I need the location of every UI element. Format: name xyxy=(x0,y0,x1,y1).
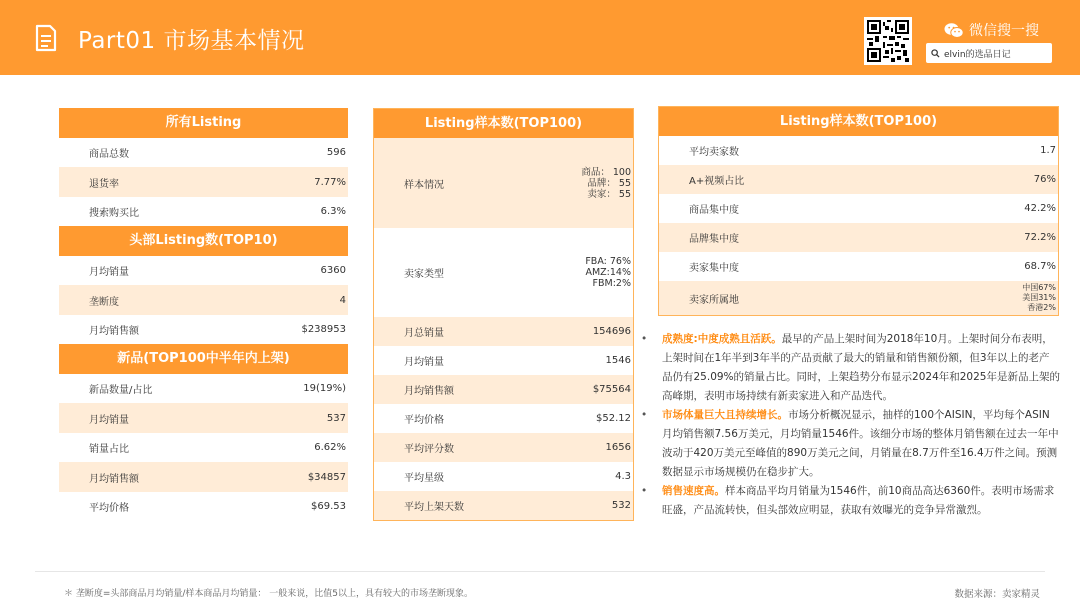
row-value: 6.62% xyxy=(314,442,346,453)
bullet-item xyxy=(640,406,1060,482)
bullet-dot-icon: • xyxy=(641,409,648,421)
row-value: $238953 xyxy=(301,324,346,335)
section-title-all-listing: 所有Listing xyxy=(59,108,348,138)
header-bar xyxy=(0,0,1080,75)
row-value: $34857 xyxy=(307,471,346,483)
location-line: 中国67% xyxy=(1022,283,1056,292)
bullet-text: 市场分析概况显示，抽样的100个AISIN，平均每个ASIN月均销售额7.56万美元，月均销量1546件。该细分市场的整体月销售额在过去一年中波动于420万美元至峰值的890万美元之间，月销量在8.7万件至16.4万件之间。预测数据显示市场规模仍在稳步扩大。 xyxy=(662,409,1059,478)
sample-listing-panel xyxy=(373,108,634,521)
sample-line: 品牌： 55 xyxy=(587,177,631,189)
bullet-highlight: 成熟度:中度成熟且活跃。 xyxy=(662,333,782,345)
table-row xyxy=(374,317,633,346)
row-label: 销量占比 xyxy=(89,444,129,455)
bullet-text: 最早的产品上架时间为2018年10月。上架时间分布表明，上架时间在1年半到3年半的产品贡献了最大的销量和销售额份额，但3年以上的老产品仍有25.09%的销量占比。同时，上架趋势分布显示2024年和2025年是新品上架的高峰期，表明市场持续有新卖家进入和产品迭代。 xyxy=(662,333,1060,402)
wechat-icon xyxy=(944,22,964,39)
row-value: 4 xyxy=(339,294,346,306)
bullet-dot-icon: • xyxy=(641,333,648,345)
search-icon xyxy=(931,49,940,58)
row-label: 垄断度 xyxy=(89,296,119,308)
row-value: 1656 xyxy=(605,442,631,453)
document-icon xyxy=(34,24,58,52)
table-row xyxy=(59,433,348,462)
row-value: 42.2% xyxy=(1024,203,1056,214)
sample-line: 卖家： 55 xyxy=(587,188,631,200)
row-value: 532 xyxy=(611,500,631,511)
section-title-top10: 头部Listing数(TOP10) xyxy=(59,226,348,256)
wechat-search-text: 微信搜一搜 xyxy=(969,23,1039,39)
row-label: 平均上架天数 xyxy=(404,502,464,513)
analysis-bullets xyxy=(640,330,1060,520)
table-row xyxy=(59,374,348,403)
table-row xyxy=(374,346,633,375)
row-label: 月均销售额 xyxy=(89,473,139,485)
row-value: $75564 xyxy=(592,384,631,395)
section-title-sample-2: Listing样本数(TOP100) xyxy=(659,107,1058,136)
row-label: 商品总数 xyxy=(89,149,129,160)
row-label: 新品数量/占比 xyxy=(89,385,153,396)
footer-divider xyxy=(35,571,1045,572)
sample-values xyxy=(581,167,631,200)
wechat-search-label xyxy=(944,20,1039,40)
section-title-sample: Listing样本数(TOP100) xyxy=(374,109,633,138)
table-row xyxy=(374,375,633,404)
bullet-text: 样本商品平均月销量为1546件，前10商品高达6360件。表明市场需求旺盛，产品流转快，但头部效应明显，获取有效曝光的竞争异常激烈。 xyxy=(662,485,1055,516)
row-value: 4.3 xyxy=(615,471,631,482)
table-row xyxy=(59,197,348,226)
seller-type-line: AMZ:14% xyxy=(585,267,631,278)
table-row xyxy=(374,491,633,520)
table-row xyxy=(374,433,633,462)
row-label: 月均销售额 xyxy=(404,386,454,397)
table-row xyxy=(374,462,633,491)
page-title: Part01 市场基本情况 xyxy=(78,28,305,54)
row-label: 平均卖家数 xyxy=(689,147,739,158)
location-line: 美国31% xyxy=(1022,293,1056,302)
table-row xyxy=(659,281,1058,315)
row-value: 7.77% xyxy=(314,176,346,188)
table-row xyxy=(59,256,348,285)
row-label: 月均销售额 xyxy=(89,326,139,337)
table-row xyxy=(59,285,348,315)
bullet-dot-icon: • xyxy=(641,485,648,497)
location-line: 香港2% xyxy=(1027,303,1056,312)
table-row xyxy=(374,228,633,317)
row-label: 搜索购买比 xyxy=(89,208,139,219)
location-values xyxy=(1022,283,1056,313)
sample-listing-panel-2 xyxy=(658,106,1059,316)
table-row xyxy=(59,403,348,433)
table-row xyxy=(59,462,348,492)
table-row xyxy=(659,194,1058,223)
search-query-text: elvin的选品日记 xyxy=(944,49,1011,60)
bullet-item xyxy=(640,482,1060,520)
row-value: 154696 xyxy=(592,326,631,337)
row-value: 19(19%) xyxy=(303,383,346,394)
search-input[interactable] xyxy=(926,43,1052,63)
row-label: 平均价格 xyxy=(89,503,129,514)
bullet-highlight: 销售速度高。 xyxy=(662,485,725,497)
table-row xyxy=(59,492,348,521)
all-listing-panel xyxy=(59,108,348,521)
row-label: 卖家类型 xyxy=(404,269,444,280)
bullet-highlight: 市场体量巨大且持续增长。 xyxy=(662,409,788,421)
row-value: 1.7 xyxy=(1040,145,1056,156)
row-label: 月均销量 xyxy=(89,414,129,426)
row-value: $69.53 xyxy=(311,501,346,512)
row-value: 72.2% xyxy=(1024,232,1056,243)
sample-line: 商品： 100 xyxy=(581,166,631,178)
row-label: 平均评分数 xyxy=(404,444,454,455)
table-row xyxy=(59,167,348,197)
row-value: 6360 xyxy=(320,265,346,276)
row-label: 平均星级 xyxy=(404,473,444,484)
row-value: 596 xyxy=(326,147,346,158)
row-label: 退货率 xyxy=(89,178,119,190)
seller-type-line: FBA: 76% xyxy=(585,256,631,267)
seller-type-values xyxy=(585,256,631,289)
row-value: 1546 xyxy=(605,355,631,366)
section-title-new-products: 新品(TOP100中半年内上架) xyxy=(59,344,348,374)
seller-type-line: FBM:2% xyxy=(592,278,631,289)
row-value: 68.7% xyxy=(1024,261,1056,272)
row-label: 平均价格 xyxy=(404,415,444,426)
row-value: 6.3% xyxy=(320,206,346,217)
table-row xyxy=(659,223,1058,252)
row-label: 卖家集中度 xyxy=(689,263,739,274)
bullet-item xyxy=(640,330,1060,406)
footnote: ＊ 垄断度=头部商品月均销量/样本商品月均销量： 一般来说，比值5以上，具有较大的市场垄断现象。 xyxy=(64,589,474,599)
table-row xyxy=(59,138,348,167)
table-row xyxy=(659,136,1058,165)
row-label: 月总销量 xyxy=(404,328,444,339)
table-row xyxy=(374,138,633,228)
qr-code-icon xyxy=(864,17,912,65)
table-row xyxy=(59,315,348,344)
row-label: 月均销量 xyxy=(404,357,444,368)
row-label: 商品集中度 xyxy=(689,205,739,216)
row-value: 537 xyxy=(326,412,346,424)
row-label: 样本情况 xyxy=(404,179,444,191)
data-source: 数据来源：卖家精灵 xyxy=(954,589,1040,600)
row-value: 76% xyxy=(1033,174,1056,185)
row-label: 卖家所属地 xyxy=(689,294,739,306)
row-label: A+视频占比 xyxy=(689,176,745,187)
table-row xyxy=(659,252,1058,281)
row-label: 品牌集中度 xyxy=(689,234,739,245)
table-row xyxy=(659,165,1058,194)
row-value: $52.12 xyxy=(596,413,631,424)
table-row xyxy=(374,404,633,433)
row-label: 月均销量 xyxy=(89,267,129,278)
